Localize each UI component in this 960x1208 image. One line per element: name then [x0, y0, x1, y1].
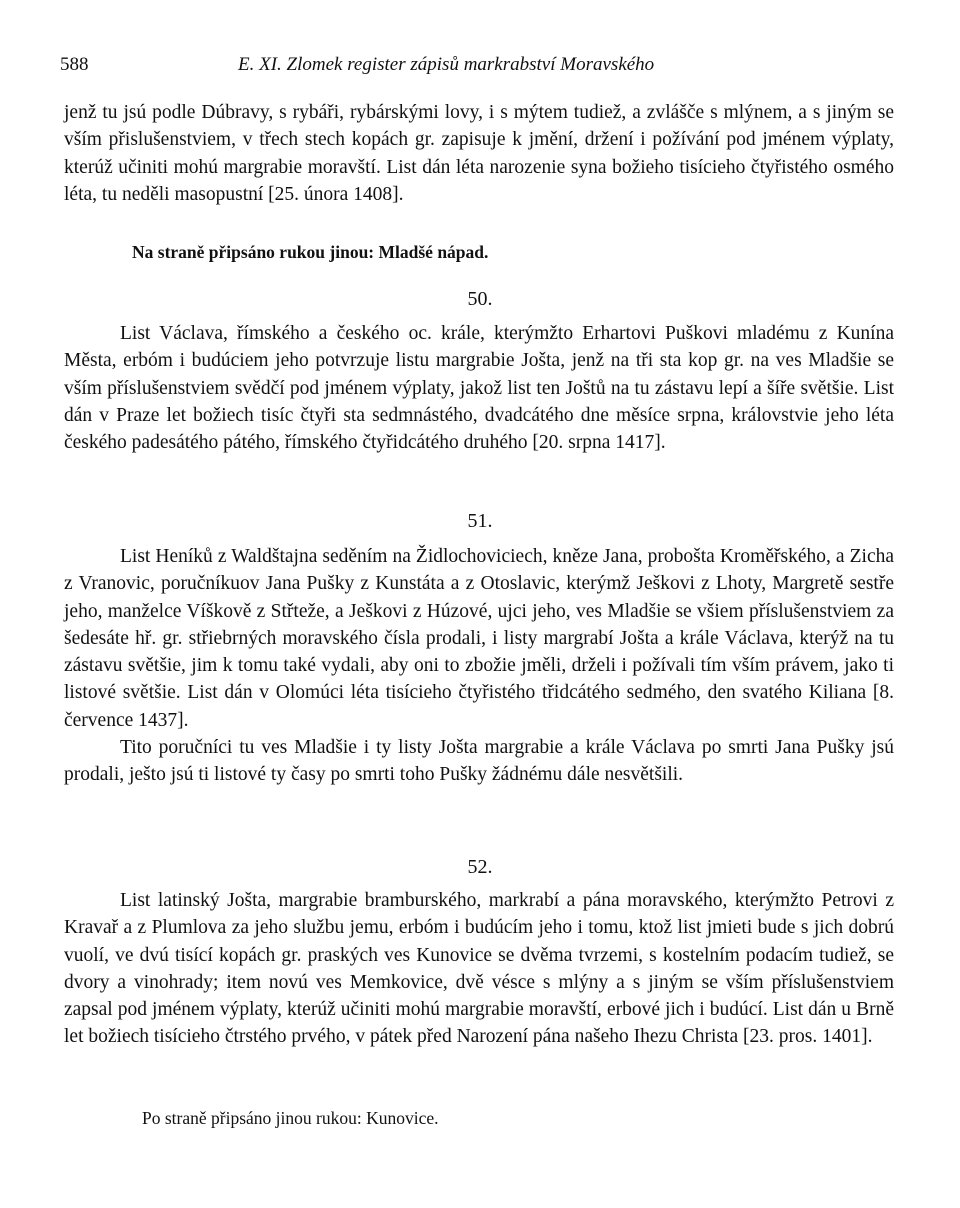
entry-50-number: 50. [467, 288, 493, 310]
entry-49-paragraph: jenž tu jsú podle Dúbravy, s rybáři, rybárskými lovy, i s mýtem tudiež, a zvlášče s mlýnem, a s jiným se vším přislušenstviem, v třech stech kopách gr. zapisuje k jmění, držení i požívání pod jménem výplaty, kterúž učiniti mohú margrabie moravští. List dán léta narozenie syna božieho tisícieho čtyřistého osmého léta, tu neděli masopustní [25. února 1408]. [64, 102, 894, 205]
page-header [60, 54, 900, 84]
entry-52-note: Po straně připsáno jinou rukou: Kunovice. [142, 1108, 439, 1128]
running-title: E. XI. Zlomek register zápisů markrabství Moravského [238, 54, 655, 75]
entry-51-number: 51. [467, 510, 493, 532]
entry-52-paragraph: List latinský Jošta, margrabie bramburského, markrabí a pána moravského, kterýmžto Petrovi z Kravař a z Plumlova za jeho službu jemu, erbóm i budúcím jeho i tomu, ktož list jmieti bude s jich dobrú vuolí, ve dvú tisící kopách gr. praských ves Kunovice se dvěma tvrzemi, s kostelním podacím tudiež, se dvory a vinohrady; item novú ves Memkovice, dvě vésce s mlýny a s jiným se vším příslušenstviem zapsal pod jménem výplaty, kterúž učiniti mohú margrabie moravští, erbové jich i budúcí. List dán u Brně let božiech tisícieho čtrstého prvého, v pátek před Narození pána našeho Ihezu Christa [23. pros. 1401]. [64, 890, 894, 1048]
entry-51-paragraph-2: Tito poručníci tu ves Mladšie i ty listy Jošta margrabie a krále Václava po smrti Jana Pušky jsú prodali, ješto jsú ti listové ty časy po smrti toho Pušky žádnému dále nesvětšili. [64, 737, 894, 786]
entry-50-text [64, 320, 894, 456]
entry-52-text [64, 887, 894, 1051]
entry-49-text [64, 99, 894, 208]
entry-50-paragraph: List Václava, římského a českého oc. krále, kterýmžto Erhartovi Puškovi mladému z Kunína Města, erbóm i budúciem jeho potvrzuje listu margrabie Jošta, jenž na tři sta kop gr. na ves Mladšie se vším příslušenstviem svědčí pod jménem výplaty, jakož list ten Joštů na tu zástavu lepí a šíře světšie. List dán v Praze let božiech tisíc čtyři sta sedmnástého, dvadcátého dne měsíce srpna, královstvie jeho léta českého padesátého pátého, římského čtyřidcátého druhého [20. srpna 1417]. [64, 323, 894, 454]
entry-51-text [64, 543, 894, 789]
entry-49-note: Na straně připsáno rukou jinou: Mladšé nápad. [132, 242, 489, 262]
page-number: 588 [60, 54, 89, 75]
entry-51-paragraph: List Heníků z Waldštajna seděním na Židlochoviciech, kněze Jana, proboštа Kroměřského, a Zicha z Vranovic, poručníkuov Jana Pušky z Kunstáta a z Otoslavic, kterýmž Ješkovi z Lhoty, Margretě sestře jeho, manželce Víškově z Střteže, a Ješkovi z Húzové, ujci jeho, ves Mladšie se všiem příslušenstviem za šedesáte hř. gr. střiebrných moravského čísla prodali, i listy margrabí Jošta a krále Václava, kterýž na tu zástavu světšie, jim k tomu také vydali, aby oni to zbožie jměli, drželi i požívali tím vším právem, jako ti listové světšie. List dán v Olomúci léta tisícieho čtyřistého třidcátého sedmého, den svatého Kiliana [8. července 1437]. [64, 546, 894, 731]
entry-52-number: 52. [467, 856, 493, 878]
